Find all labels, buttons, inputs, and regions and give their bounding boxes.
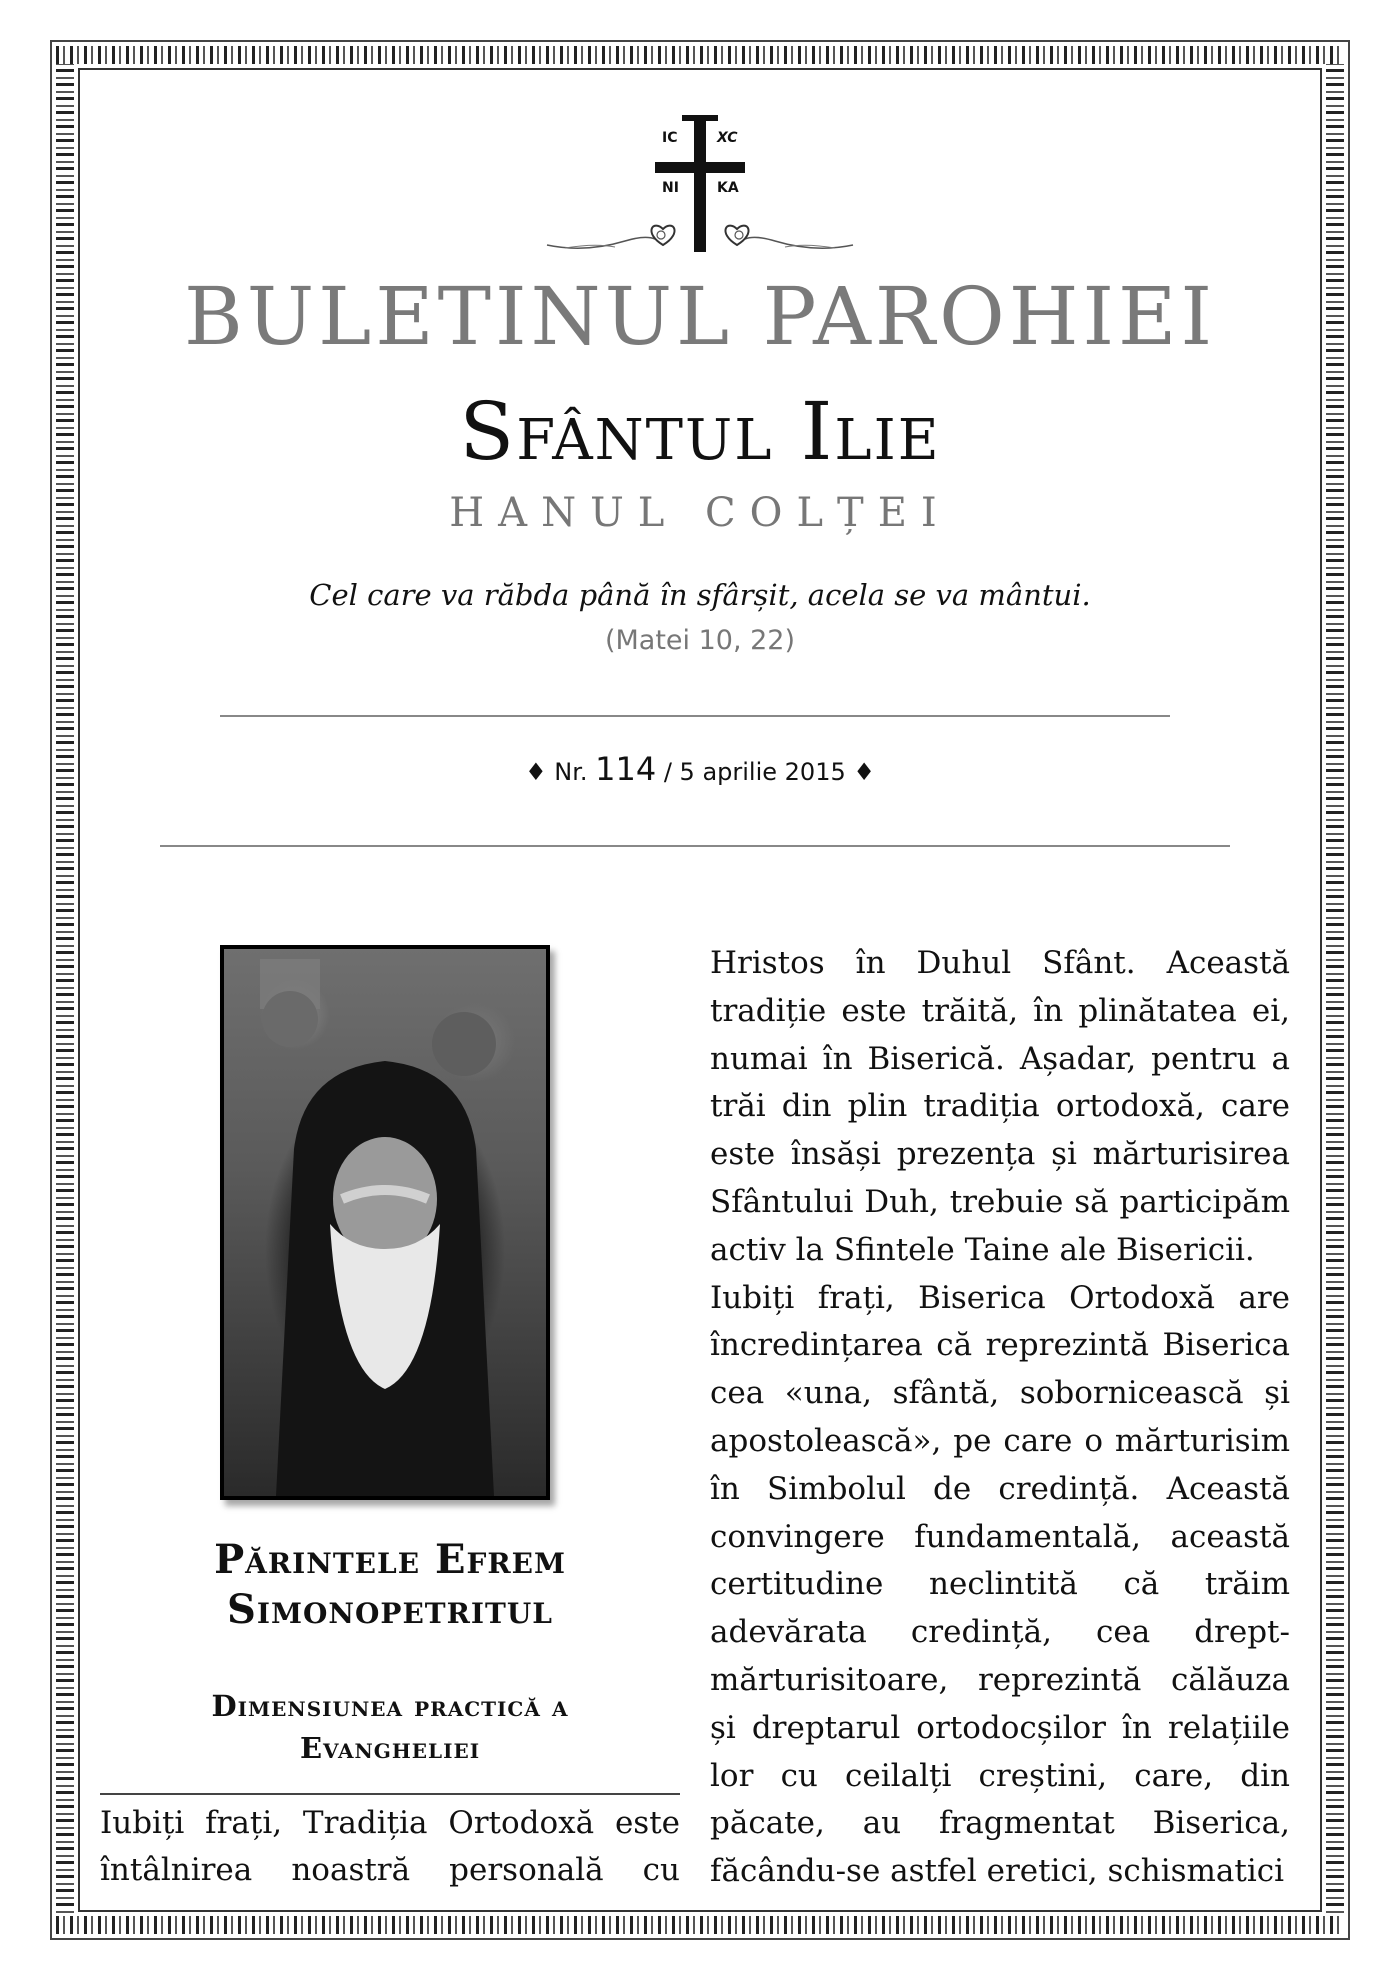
text-line: Iubiți frați, Biserica Ortodoxă are — [710, 1279, 1290, 1316]
text-line: este însăși prezența și mărturisirea — [710, 1136, 1290, 1173]
text-line: lor cu ceilalți creștini, care, din — [710, 1757, 1290, 1794]
cross-letters-tl: IC — [662, 130, 678, 146]
portrait-photo — [220, 945, 550, 1500]
text-line: și dreptarul ortodocșilor în relațiile — [710, 1709, 1290, 1746]
flourish-right-icon — [710, 215, 855, 255]
text-line: Sfântului Duh, trebuie să participăm — [710, 1183, 1290, 1220]
text-line: în Simbolul de credință. Această — [710, 1470, 1290, 1507]
parish-name: Sfântul Ilie — [459, 385, 941, 478]
author-line: Simonopetritul — [227, 1586, 553, 1633]
author-line: Părintele Efrem — [214, 1536, 566, 1583]
text-line: Iubiți frați, Tradiția Ortodoxă este — [100, 1805, 680, 1841]
motto-quote: Cel care va răbda până în sfârșit, acela se va mântui. — [309, 578, 1091, 612]
text-line: Hristos în Duhul Sfânt. Această — [710, 945, 1290, 981]
text-line: cea «una, sfântă, sobornicească și — [710, 1375, 1290, 1412]
issue-prefix: ♦ Nr. — [525, 758, 588, 786]
article-text-right — [710, 940, 1290, 1896]
text-line: făcându-se astfel eretici, schismatici — [710, 1853, 1285, 1890]
text-line: mărturisitoare, reprezintă călăuza — [710, 1661, 1290, 1698]
divider — [220, 715, 1170, 717]
divider — [160, 845, 1230, 847]
divider — [100, 1793, 680, 1795]
parish-location: HANUL COLȚEI — [449, 490, 951, 536]
author-name — [100, 1535, 680, 1635]
issue-number: 114 — [595, 750, 657, 788]
text-line: trăi din plin tradiția ortodoxă, care — [710, 1088, 1290, 1125]
cross-letters-br: KA — [717, 180, 739, 196]
issue-line — [0, 750, 1400, 788]
text-line: numai în Biserică. Așadar, pentru a — [710, 1040, 1290, 1077]
text-line: tradiție este trăită, în plinătatea ei, — [710, 992, 1290, 1029]
bulletin-title: BULETINUL PAROHIEI — [183, 270, 1217, 363]
text-line: apostolească», pe care o mărturisim — [710, 1422, 1290, 1459]
subtitle-line: Dimensiunea practică a — [211, 1689, 569, 1723]
cross-letters-bl: NI — [662, 180, 679, 196]
article-subtitle — [100, 1685, 680, 1769]
text-line: certitudine neclintită că trăim — [710, 1566, 1290, 1603]
text-line: păcate, au fragmentat Biserica, — [710, 1805, 1290, 1842]
text-line: încredințarea că reprezintă Biserica — [710, 1327, 1290, 1364]
issue-date: / 5 aprilie 2015 ♦ — [663, 758, 875, 786]
motto-reference: (Matei 10, 22) — [604, 625, 796, 656]
text-line: întâlnirea noastră personală cu — [100, 1852, 680, 1888]
text-line: adevărata credință, cea drept- — [710, 1614, 1290, 1651]
subtitle-line: Evangheliei — [299, 1731, 481, 1765]
text-line: convingere fundamentală, această — [710, 1518, 1290, 1555]
article-text-left — [100, 1800, 680, 1894]
flourish-left-icon — [545, 215, 690, 255]
cross-letters-tr: XC — [717, 130, 738, 146]
text-line: activ la Sfintele Taine ale Bisericii. — [710, 1231, 1255, 1268]
